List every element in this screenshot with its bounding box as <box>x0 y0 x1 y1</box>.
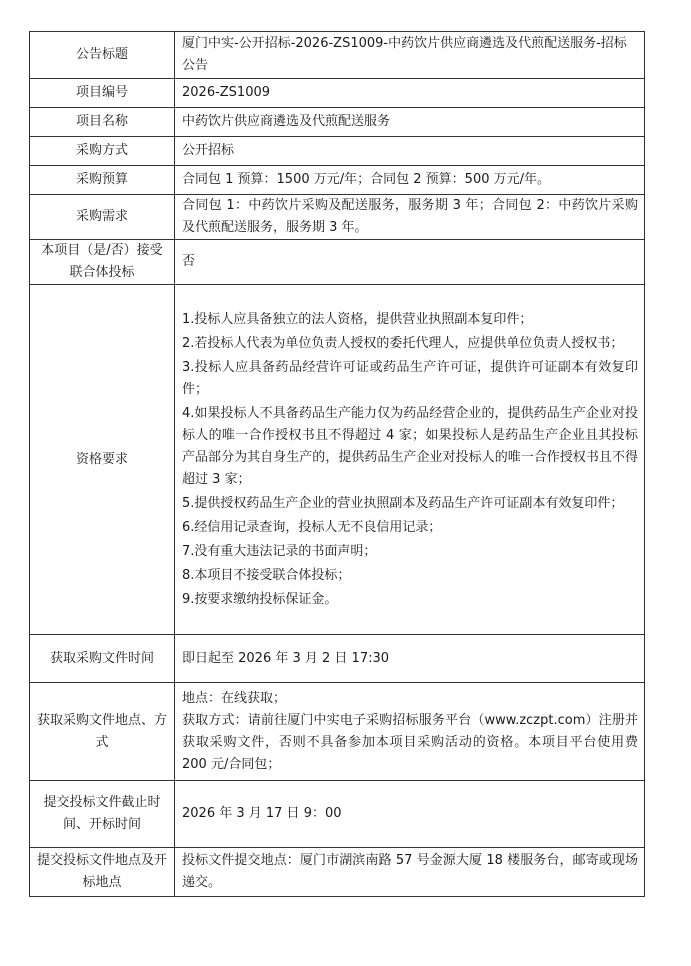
row-value: 合同包 1 预算：1500 万元/年；合同包 2 预算：500 万元/年。 <box>175 166 645 195</box>
row-value: 2026-ZS1009 <box>175 79 645 108</box>
qualification-item: 5.提供授权药品生产企业的营业执照副本及药品生产许可证副本有效复印件； <box>182 495 624 511</box>
qualification-item: 6.经信用记录查询，投标人无不良信用记录； <box>182 519 442 535</box>
row-value: 合同包 1：中药饮片采购及配送服务，服务期 3 年；合同包 2：中药饮片采购及代煎配送服务，服务期 3 年。 <box>175 195 645 240</box>
doc-place-row <box>30 683 645 781</box>
row-label: 公告标题 <box>30 32 175 79</box>
row-value: 公开招标 <box>175 137 645 166</box>
row-label: 本项目（是/否）接受联合体投标 <box>30 240 175 285</box>
qualification-item: 2.若投标人代表为单位负责人授权的委托代理人，应提供单位负责人授权书； <box>182 335 624 351</box>
table-row <box>30 195 645 240</box>
row-value: 厦门中实-公开招标-2026-ZS1009-中药饮片供应商遴选及代煎配送服务-招标公告 <box>175 32 645 79</box>
qualification-item: 9.按要求缴纳投标保证金。 <box>182 591 338 607</box>
doc-place-value <box>175 683 645 781</box>
doc-time-value: 即日起至 2026 年 3 月 2 日 17:30 <box>175 635 645 683</box>
deadline-row <box>30 781 645 848</box>
qualification-row <box>30 285 645 635</box>
row-value: 中药饮片供应商遴选及代煎配送服务 <box>175 108 645 137</box>
submit-place-value: 投标文件提交地点：厦门市湖滨南路 57 号金源大厦 18 楼服务台，邮寄或现场递交。 <box>175 848 645 897</box>
table-row <box>30 108 645 137</box>
qualification-item: 3.投标人应具备药品经营许可证或药品生产许可证，提供许可证副本有效复印件； <box>182 359 638 397</box>
doc-place-text: 地点：在线获取； <box>182 690 287 706</box>
table-row <box>30 166 645 195</box>
doc-method-text: 获取方式：请前往厦门中实电子采购招标服务平台（www.zczpt.com）注册并获取采购文件，否则不具备参加本项目采购活动的资格。本项目平台使用费 200 元/合同包； <box>182 712 638 772</box>
table-row <box>30 137 645 166</box>
row-label: 采购需求 <box>30 195 175 240</box>
row-label: 项目名称 <box>30 108 175 137</box>
doc-time-row <box>30 635 645 683</box>
qualification-item: 4.如果投标人不具备药品生产能力仅为药品经营企业的，提供药品生产企业对投标人的唯一合作授权书且不得超过 4 家；如果投标人是药品生产企业且其投标产品部分为其自身生产的，提供药品生产企业对投标人的唯一合作授权书且不得超过 3 家； <box>182 405 638 487</box>
row-label: 采购预算 <box>30 166 175 195</box>
submit-place-row <box>30 848 645 897</box>
qualification-list <box>175 285 645 635</box>
table-row <box>30 240 645 285</box>
qualification-item: 1.投标人应具备独立的法人资格，提供营业执照副本复印件； <box>182 311 533 327</box>
qualification-label: 资格要求 <box>30 285 175 635</box>
deadline-label: 提交投标文件截止时间、开标时间 <box>30 781 175 848</box>
row-label: 采购方式 <box>30 137 175 166</box>
row-label: 项目编号 <box>30 79 175 108</box>
doc-place-label: 获取采购文件地点、方式 <box>30 683 175 781</box>
table-row <box>30 32 645 79</box>
table-row <box>30 79 645 108</box>
doc-time-label: 获取采购文件时间 <box>30 635 175 683</box>
row-value: 否 <box>175 240 645 285</box>
deadline-value: 2026 年 3 月 17 日 9：00 <box>175 781 645 848</box>
submit-place-label: 提交投标文件地点及开标地点 <box>30 848 175 897</box>
qualification-item: 8.本项目不接受联合体投标； <box>182 567 351 583</box>
notice-table <box>29 31 645 897</box>
qualification-item: 7.没有重大违法记录的书面声明； <box>182 543 377 559</box>
